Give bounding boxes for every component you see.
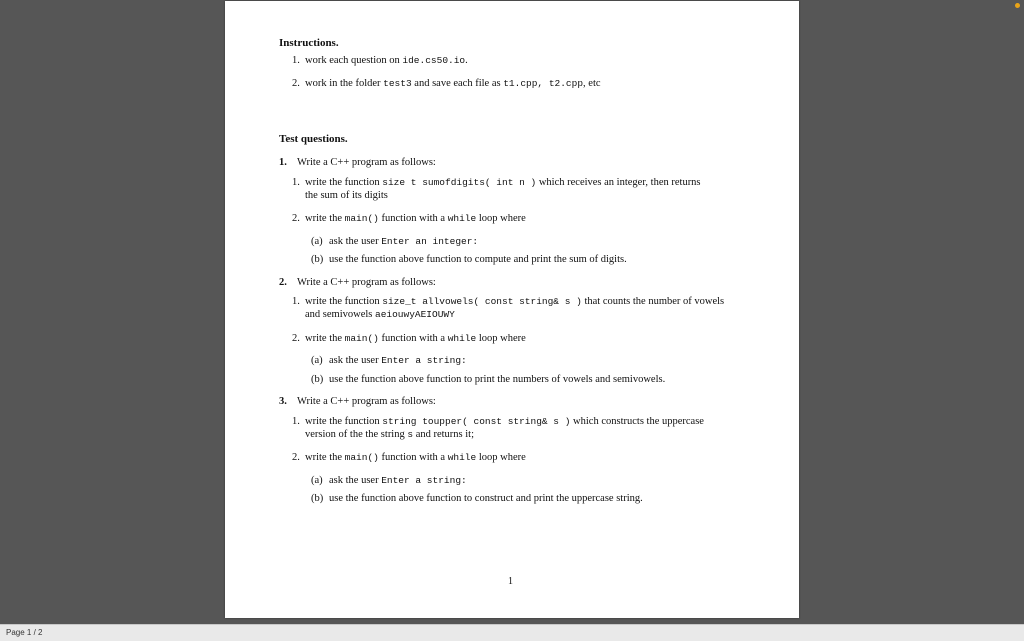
question-1-step-2: 2. write the main() function with a while loop where [292,213,526,224]
question-3-step-2: 2. write the main() function with a while loop where [292,452,526,463]
notification-dot [1015,3,1020,8]
question-1-step-1-cont: the sum of its digits [305,190,388,201]
question-1: 1. Write a C++ program as follows: [279,157,436,168]
question-3: 3. Write a C++ program as follows: [279,396,436,407]
instructions-heading: Instructions. [279,37,339,49]
question-2-step-1-cont: and semivowels aeiouwyAEIOUWY [305,309,455,320]
page-indicator: Page 1 / 2 [6,628,43,637]
question-3-substep-b: (b) use the function above function to construct and print the uppercase string. [311,493,643,504]
question-2-step-1: 1. write the function size_t allvowels( const string& s ) that counts the number of vowels [292,296,725,307]
status-bar [0,624,1024,641]
instruction-item-2: 2. work in the folder test3 and save each file as t1.cpp, t2.cpp, etc [292,78,601,89]
question-1-step-1: 1. write the function size t sumofdigits( int n ) which receives an integer, then returns [292,177,701,188]
question-2-substep-a: (a) ask the user Enter a string: [311,355,467,366]
page-number: 1 [508,576,513,587]
question-1-substep-b: (b) use the function above function to compute and print the sum of digits. [311,254,627,265]
question-2-substep-b: (b) use the function above function to print the numbers of vowels and semivowels. [311,374,666,385]
instruction-item-1: 1. work each question on ide.cs50.io. [292,55,468,66]
question-2: 2. Write a C++ program as follows: [279,277,436,288]
test-questions-heading: Test questions. [279,133,348,145]
question-2-step-2: 2. write the main() function with a while loop where [292,333,526,344]
pdf-page [225,1,799,618]
question-3-substep-a: (a) ask the user Enter a string: [311,475,467,486]
question-3-step-1: 1. write the function string toupper( const string& s ) which constructs the uppercase [292,416,704,427]
question-3-step-1-cont: version of the the string s and returns it; [305,429,475,440]
question-1-substep-a: (a) ask the user Enter an integer: [311,236,479,247]
